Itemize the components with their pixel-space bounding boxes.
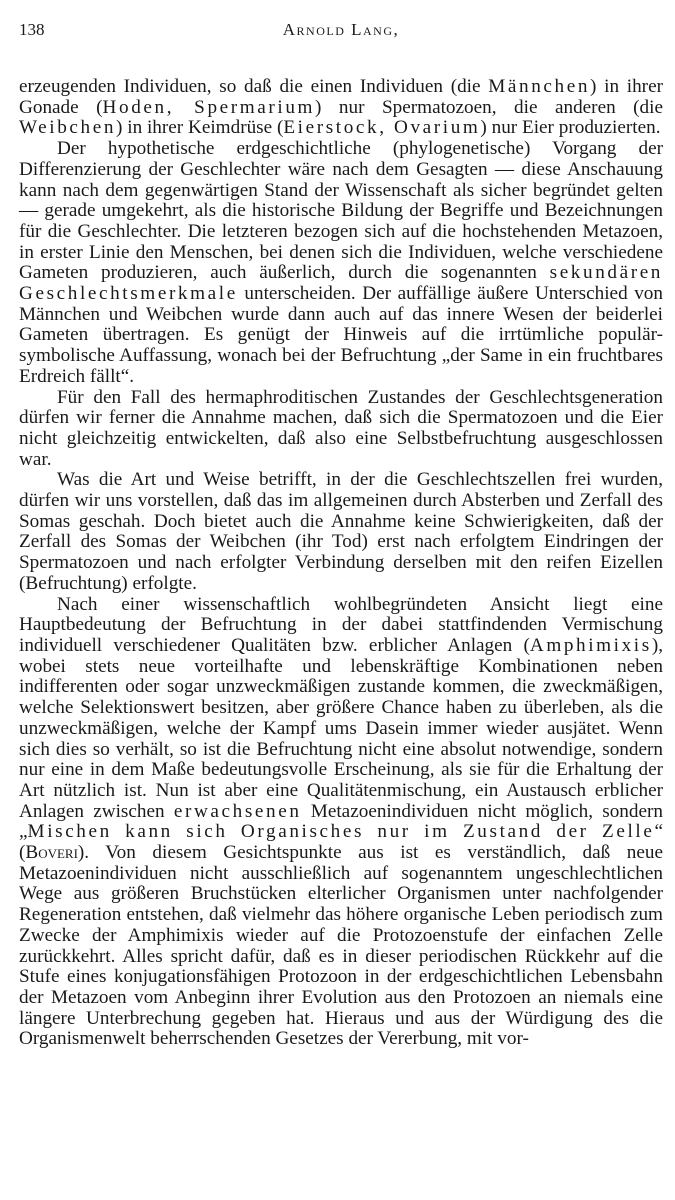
text-run: ) nur Spermatozoen, die anderen (die xyxy=(315,96,663,118)
text-run: ). Von diesem Gesichtspunkte aus ist es verständlich, daß neue Metazoenindividuen nicht ausschließlich auf sogenanntem ungeschlechtlichen Wege aus größeren Bruchstücken elterlicher Organismen unter nachfolgender Regeneration entstehen, daß vielmehr das höhere organische Leben periodisch zum Zwecke der Amphimixis wieder auf die Protozoenstufe der einfachen Zelle zurückkehrt. Alles spricht dafür, daß es in dieser periodischen Rückkehr auf die Stufe eines konjugationsfähigen Protozoon in der erdgeschichtlichen Lebensbahn der Metazoen vom Anbeginn ihrer Evolution aus den Protozoen an niemals eine längere Unterbrechung gegeben hat. Hieraus und aus der Würdigung des die Organismenwelt beherrschenden Gesetzes der Vererbung, mit vor- xyxy=(19,842,663,1050)
page-number: 138 xyxy=(19,20,45,39)
paragraph xyxy=(19,388,663,471)
text-run: Nach einer wissenschaftlich wohlbegründeten Ansicht liegt eine Hauptbedeutung der Befruchtung in der dabei stattfindenden Vermischung individuell verschiedener Qualitäten bzw. erblicher Anlagen ( xyxy=(19,593,663,656)
text-run: Für den Fall des hermaphroditischen Zustandes der Geschlechtsgeneration dürfen wir ferner die Annahme machen, daß sich die Spermatozoen und die Eier nicht gleichzeitig entwickelten, daß also eine Selbstbefruchtung ausgeschlossen war. xyxy=(19,386,663,470)
emphasis-text: Weibchen xyxy=(19,117,117,139)
page-header xyxy=(19,20,663,48)
text-run: “ ( xyxy=(19,821,663,864)
emphasis-text: Eierstock, Ovarium xyxy=(283,117,481,139)
running-head: Arnold Lang, xyxy=(282,20,400,39)
author-name: Boveri xyxy=(25,842,78,864)
text-run: ) in ihrer Keimdrüse ( xyxy=(116,117,284,139)
emphasis-text: sekundären Geschlechtsmerkmale xyxy=(19,262,663,305)
emphasis-text: Mischen kann sich Organisches nur im Zustand der Zelle xyxy=(27,821,655,843)
emphasis-text: Männchen xyxy=(488,76,591,97)
paragraph xyxy=(19,595,663,1050)
paragraph xyxy=(19,139,663,387)
text-run: ), wobei stets neue vorteilhafte und lebenskräftige Kombinationen neben indifferenten oder sogar unzweckmäßigen zustande kommen, die zweckmäßigen, welche Selektionswert besitzen, aber größere Chance haben zu überleben, als die unzweckmäßigen, welche der Kampf ums Dasein immer wieder ausjätet. Wenn sich dies so verhält, so ist die Befruchtung nicht eine absolut notwendige, sondern nur eine in dem Maße bedeutungsvolle Erscheinung, als sie für die Erhaltung der Art nützlich ist. Nun ist aber eine Qualitätenmischung, ein Austausch erblicher Anlagen zwischen xyxy=(19,634,663,822)
emphasis-text: Amphimixis xyxy=(529,634,652,656)
text-run: ) nur Eier produzierten. xyxy=(480,117,661,139)
text-run: Metazoenindividuen nicht möglich, sondern „ xyxy=(19,800,663,843)
text-run: ) in ihrer Gonade ( xyxy=(19,76,663,118)
text-run: Was die Art und Weise betrifft, in der die Geschlechtszellen frei wurden, dürfen wir uns vorstellen, daß das im allgemeinen durch Absterben und Zerfall des Somas geschah. Doch bietet auch die Annahme keine Schwierigkeiten, daß der Zerfall des Somas der Weibchen (ihr Tod) erst nach erfolgtem Eindringen der Spermatozoen und nach erfolgter Verbindung derselben mit den reifen Eizellen (Befruchtung) erfolgte. xyxy=(19,469,663,594)
emphasis-text: Hoden, Spermarium xyxy=(102,96,316,118)
emphasis-text: erwachsenen xyxy=(173,800,302,822)
text-run: erzeugenden Individuen, so daß die einen Individuen (die xyxy=(19,76,489,97)
paragraph xyxy=(19,470,663,594)
paragraph xyxy=(19,77,663,139)
text-run: unterscheiden. Der auffällige äußere Unterschied von Männchen und Weibchen wurde dann auch auf das innere Wesen der beiderlei Gameten übertragen. Es genügt der Hinweis auf die irrtümliche populär-symbolische Auffassung, wonach bei der Befruchtung „der Same in ein fruchtbares Erdreich fällt“. xyxy=(19,283,663,387)
text-run: Der hypothetische erdgeschichtliche (phylogenetische) Vorgang der Differenzierung der Geschlechter wäre nach dem Gesagten — diese Anschauung kann nach dem gegenwärtigen Stand der Wissenschaft als sicher begründet gelten — gerade umgekehrt, als die historische Bildung der Begriffe und Bezeichnungen für die Geschlechter. Die letzteren bezogen sich auf die hochstehenden Metazoen, in erster Linie den Menschen, bei denen sich die Individuen, welche verschiedene Gameten produzieren, auch äußerlich, durch die sogenannten xyxy=(19,138,663,284)
body-text xyxy=(19,77,663,1050)
